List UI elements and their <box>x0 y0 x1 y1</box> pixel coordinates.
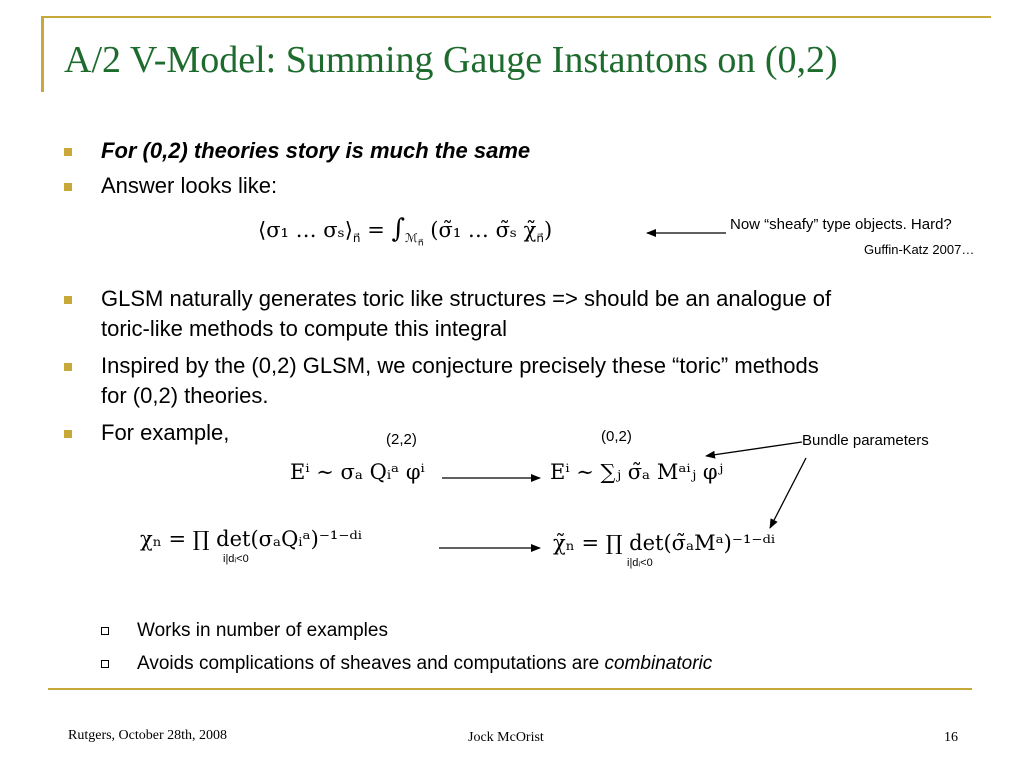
sub-bullet-combinatoric: combinatoric <box>604 653 713 674</box>
label-02: (0,2) <box>601 428 632 445</box>
bullet-inspired-line2: for (0,2) theories. <box>101 383 269 408</box>
formula-rhs-sub: n⃗ <box>536 231 545 246</box>
footer-left: Rutgers, October 28th, 2008 <box>68 728 228 743</box>
slide-title: A/2 V-Model: Summing Gauge Instantons on (0,2) <box>64 39 838 81</box>
arrow-bundle-to-chi <box>770 458 806 528</box>
formula-chi-22-main: χₙ = ∏ det(σₐQᵢᵃ)⁻¹⁻ᵈⁱ <box>140 527 363 551</box>
footer-center: Jock McOrist <box>468 730 544 745</box>
formula-integral-sub2: n⃗ <box>417 238 424 249</box>
label-22: (2,2) <box>386 431 417 448</box>
formula-lhs-sub: n⃗ <box>352 231 361 246</box>
footer-page-number: 16 <box>944 730 958 745</box>
bullet-glsm-line2: toric-like methods to compute this integral <box>101 316 507 341</box>
formula-chi-22-sub: i|dᵢ<0 <box>223 553 249 565</box>
arrow-bundle-to-E <box>706 442 802 456</box>
formula-integral-sub: ℳ <box>405 231 418 246</box>
formula-E-22: Eⁱ ∼ σₐ Qᵢᵃ φⁱ <box>290 460 425 484</box>
bullet-answer: Answer looks like: <box>101 173 278 198</box>
label-bundle-parameters: Bundle parameters <box>802 432 929 449</box>
formula-eq: = <box>367 218 385 242</box>
note-sheafy: Now “sheafy” type objects. Hard? <box>730 216 952 233</box>
formula-lhs: ⟨σ₁ … σₛ⟩ <box>258 218 353 242</box>
formula-integral: ∫ <box>391 214 406 244</box>
bullet-example: For example, <box>101 420 230 445</box>
formula-rhs-close: ) <box>544 218 553 242</box>
formula-rhs: (σ̃₁ … σ̃ₛ χ̃ <box>430 218 537 242</box>
formula-E-02: Eⁱ ∼ ∑ⱼ σ̃ₐ Mᵃⁱⱼ φʲ <box>550 460 724 484</box>
bullet-glsm-line1: GLSM naturally generates toric like structures => should be an analogue of <box>101 286 832 311</box>
sub-bullet-avoids-text: Avoids complications of sheaves and computations are <box>137 653 600 674</box>
sub-bullet-examples: Works in number of examples <box>137 620 388 641</box>
bullet-inspired-line1: Inspired by the (0,2) GLSM, we conjecture precisely these “toric” methods <box>101 353 819 378</box>
formula-chi-02-sub: i|dᵢ<0 <box>627 557 653 569</box>
note-citation: Guffin-Katz 2007… <box>864 242 975 257</box>
formula-chi-02-main: χ̃ₙ = ∏ det(σ̃ₐMᵃ)⁻¹⁻ᵈⁱ <box>553 531 776 555</box>
bullet-story: For (0,2) theories story is much the same <box>101 138 531 163</box>
